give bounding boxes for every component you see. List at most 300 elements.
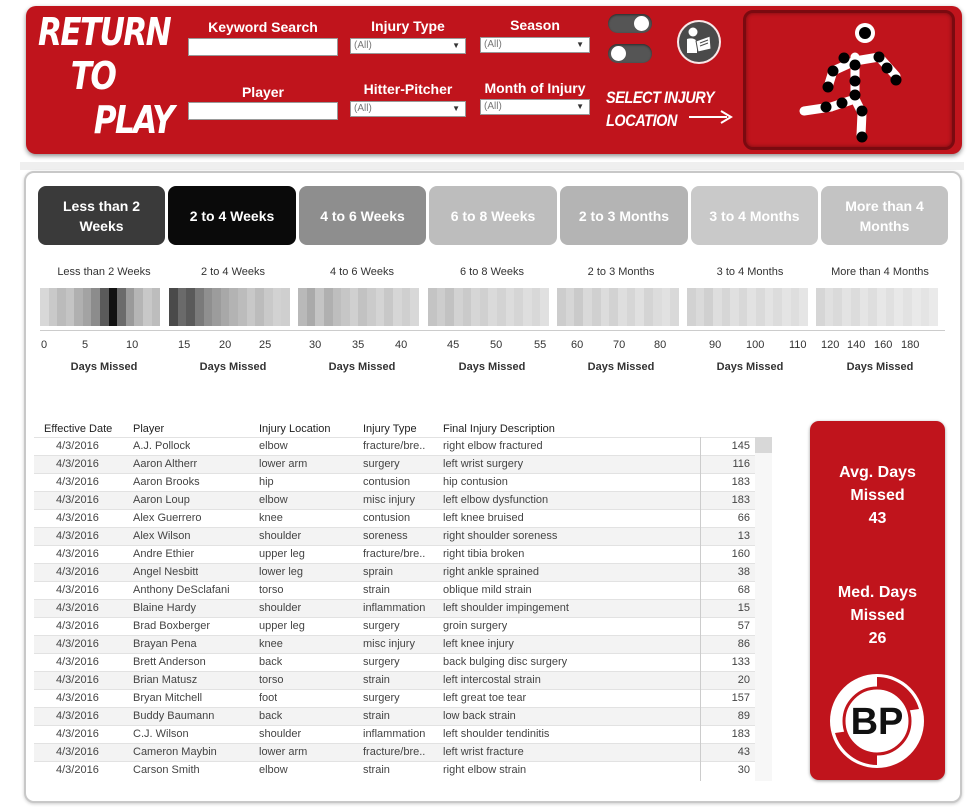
table-row[interactable] [34, 635, 772, 653]
tick-label: 90 [709, 339, 722, 351]
heat-cell[interactable] [49, 288, 58, 326]
axis-title: Days Missed [328, 361, 396, 373]
heat-cell[interactable] [402, 288, 411, 326]
month-of-injury-label: Month of Injury [484, 80, 586, 96]
dropdown-arrow-icon: ▼ [576, 40, 584, 49]
heat-cell[interactable] [747, 288, 756, 326]
cell-description: left wrist fracture [443, 746, 524, 758]
heat-cell[interactable] [497, 288, 506, 326]
heat-cell[interactable] [877, 288, 886, 326]
cell-description: right elbow strain [443, 764, 527, 776]
player-input[interactable] [188, 102, 338, 120]
cell-player: Blaine Hardy [133, 602, 196, 614]
cell-location: shoulder [259, 602, 302, 614]
logo-line-1: RETURN [38, 10, 171, 54]
heat-cell[interactable] [221, 288, 230, 326]
heat-cell[interactable] [126, 288, 135, 326]
days-missed-heatstrip[interactable] [687, 288, 808, 326]
heat-cell[interactable] [921, 288, 930, 326]
axis-title: Days Missed [199, 361, 267, 373]
cell-days-missed: 183 [731, 494, 750, 506]
cell-days-missed: 66 [737, 512, 750, 524]
select-location-line-1: SELECT INJURY [606, 88, 715, 107]
heat-cell[interactable] [739, 288, 748, 326]
season-value: (All) [484, 39, 502, 50]
heat-cell[interactable] [799, 288, 808, 326]
heat-cell[interactable] [842, 288, 851, 326]
tick-label: 180 [901, 339, 920, 351]
heat-cell[interactable] [557, 288, 566, 326]
days-missed-heatstrip[interactable] [557, 288, 679, 326]
cell-injury-type: surgery [363, 656, 400, 668]
select-injury-location-text [606, 86, 714, 132]
table-row[interactable] [34, 545, 772, 563]
tab-6-to-8-weeks[interactable] [429, 186, 557, 245]
column-header-injury-type[interactable]: Injury Type [363, 423, 417, 435]
days-missed-heatstrip[interactable] [816, 288, 938, 326]
heat-cell[interactable] [532, 288, 541, 326]
bp-logo [827, 671, 927, 771]
heat-cell[interactable] [514, 288, 523, 326]
heat-cell[interactable] [273, 288, 282, 326]
heat-cell[interactable] [791, 288, 800, 326]
cell-days-missed: 145 [731, 440, 750, 452]
table-row[interactable] [34, 473, 772, 491]
days-missed-heatstrip[interactable] [169, 288, 290, 326]
heat-cell[interactable] [83, 288, 92, 326]
cell-player: Aaron Brooks [133, 476, 200, 488]
tick-label: 50 [490, 339, 503, 351]
heat-cell[interactable] [670, 288, 679, 326]
heat-cell[interactable] [350, 288, 359, 326]
tick-label: 100 [746, 339, 765, 351]
injury-type-label: Injury Type [371, 18, 445, 34]
toggle-knob [634, 16, 649, 31]
cell-description: hip contusion [443, 476, 508, 488]
table-row[interactable] [34, 455, 772, 473]
tick-label: 25 [259, 339, 272, 351]
cell-days-missed: 43 [737, 746, 750, 758]
cell-player: Anthony DeSclafani [133, 584, 230, 596]
cell-player: Cameron Maybin [133, 746, 217, 758]
heat-cell[interactable] [204, 288, 213, 326]
cell-description: left shoulder tendinitis [443, 728, 550, 740]
heat-cell[interactable] [428, 288, 437, 326]
days-missed-heatstrip[interactable] [428, 288, 549, 326]
heat-cell[interactable] [635, 288, 644, 326]
cell-injury-type: inflammation [363, 728, 426, 740]
tick-label: 45 [447, 339, 460, 351]
injury-type-value: (All) [354, 40, 372, 51]
heat-cell[interactable] [488, 288, 497, 326]
cell-date: 4/3/2016 [56, 620, 99, 632]
cell-date: 4/3/2016 [56, 746, 99, 758]
cell-location: foot [259, 692, 278, 704]
cell-player: Brayan Pena [133, 638, 197, 650]
cell-location: lower arm [259, 746, 308, 758]
cell-location: torso [259, 674, 284, 686]
heat-cell[interactable] [833, 288, 842, 326]
heat-cell[interactable] [376, 288, 385, 326]
cell-player: Brian Matusz [133, 674, 198, 686]
cell-date: 4/3/2016 [56, 440, 99, 452]
cell-description: oblique mild strain [443, 584, 532, 596]
cell-injury-type: misc injury [363, 638, 415, 650]
heat-cell[interactable] [341, 288, 350, 326]
heat-cell[interactable] [868, 288, 877, 326]
tab-3-to-4-months[interactable] [691, 186, 818, 245]
cell-location: elbow [259, 440, 288, 452]
heat-cell[interactable] [178, 288, 187, 326]
axis-title: Days Missed [716, 361, 784, 373]
heat-cell[interactable] [912, 288, 921, 326]
tab-label: 4 to 6 Weeks [320, 207, 405, 224]
column-divider [700, 437, 701, 781]
tab-less-than-2-weeks[interactable] [38, 186, 165, 245]
cell-date: 4/3/2016 [56, 728, 99, 740]
tick-label: 70 [613, 339, 626, 351]
table-row[interactable] [34, 527, 772, 545]
heat-cell[interactable] [860, 288, 869, 326]
tick-label: 20 [219, 339, 232, 351]
cell-injury-type: strain [363, 710, 390, 722]
heat-cell[interactable] [212, 288, 221, 326]
heat-cell[interactable] [609, 288, 618, 326]
cell-injury-type: strain [363, 674, 390, 686]
heat-cell[interactable] [851, 288, 860, 326]
cell-days-missed: 157 [731, 692, 750, 704]
cell-location: shoulder [259, 530, 302, 542]
heat-cell[interactable] [886, 288, 895, 326]
heat-cell[interactable] [523, 288, 532, 326]
heat-cell[interactable] [324, 288, 333, 326]
toggle-knob [611, 46, 626, 61]
axis-title: Days Missed [458, 361, 526, 373]
heat-cell[interactable] [730, 288, 739, 326]
heat-cell[interactable] [100, 288, 109, 326]
tick-label: 160 [874, 339, 893, 351]
cell-date: 4/3/2016 [56, 638, 99, 650]
season-select[interactable] [480, 37, 590, 53]
keyword-search-input[interactable] [188, 38, 338, 56]
cell-days-missed: 86 [737, 638, 750, 650]
tick-label: 35 [352, 339, 365, 351]
heat-cell[interactable] [229, 288, 238, 326]
heat-cell[interactable] [471, 288, 480, 326]
heat-cell[interactable] [592, 288, 601, 326]
cell-location: elbow [259, 764, 288, 776]
cell-player: Angel Nesbitt [133, 566, 199, 578]
tab-label: More than 4 Months [845, 197, 924, 234]
column-header-description[interactable]: Final Injury Description [443, 423, 555, 435]
cell-description: left shoulder impingement [443, 602, 569, 614]
heat-cell[interactable] [169, 288, 178, 326]
cell-days-missed: 183 [731, 728, 750, 740]
cell-description: right tibia broken [443, 548, 525, 560]
band-label: Less than 2 Weeks [57, 266, 151, 278]
heat-cell[interactable] [410, 288, 419, 326]
cell-date: 4/3/2016 [56, 512, 99, 524]
cell-days-missed: 68 [737, 584, 750, 596]
tick-label: 140 [847, 339, 866, 351]
column-header-player[interactable]: Player [133, 423, 165, 435]
cell-injury-type: fracture/bre.. [363, 440, 426, 452]
heat-cell[interactable] [540, 288, 549, 326]
cell-description: left knee injury [443, 638, 514, 650]
cell-injury-type: strain [363, 764, 390, 776]
runner-figure-icon [746, 13, 958, 153]
heat-cell[interactable] [756, 288, 765, 326]
heat-cell[interactable] [57, 288, 66, 326]
axis-title: Days Missed [587, 361, 655, 373]
table-row[interactable] [34, 743, 772, 761]
table-row[interactable] [34, 653, 772, 671]
cell-days-missed: 20 [737, 674, 750, 686]
heat-cell[interactable] [393, 288, 402, 326]
heat-cell[interactable] [662, 288, 671, 326]
heat-cell[interactable] [143, 288, 152, 326]
injury-type-select[interactable] [350, 38, 466, 54]
tab-label: 2 to 4 Weeks [189, 207, 275, 224]
heat-cell[interactable] [238, 288, 247, 326]
bp-logo-text: BP [850, 701, 904, 743]
heat-cell[interactable] [480, 288, 489, 326]
table-row[interactable] [34, 599, 772, 617]
heat-cell[interactable] [903, 288, 912, 326]
table-row[interactable] [34, 761, 772, 779]
cell-description: right ankle sprained [443, 566, 540, 578]
tab-label: 2 to 3 Months [578, 207, 670, 224]
table-scrollbar[interactable] [755, 437, 772, 781]
cell-location: hip [259, 476, 274, 488]
hitter-pitcher-value: (All) [354, 103, 372, 114]
heat-cell[interactable] [315, 288, 324, 326]
table-row[interactable] [34, 707, 772, 725]
cell-days-missed: 13 [737, 530, 750, 542]
cell-date: 4/3/2016 [56, 710, 99, 722]
axis-title: Days Missed [846, 361, 914, 373]
cell-days-missed: 133 [731, 656, 750, 668]
cell-date: 4/3/2016 [56, 692, 99, 704]
scrollbar-thumb[interactable] [755, 437, 772, 453]
heat-cell[interactable] [929, 288, 938, 326]
dropdown-arrow-icon: ▼ [452, 41, 460, 50]
heat-cell[interactable] [506, 288, 515, 326]
cell-location: lower leg [259, 566, 304, 578]
heat-cell[interactable] [74, 288, 83, 326]
heat-cell[interactable] [782, 288, 791, 326]
cell-player: Aaron Altherr [133, 458, 198, 470]
cell-player: Alex Wilson [133, 530, 191, 542]
tab-more-than-4-months[interactable] [821, 186, 948, 245]
cell-description: left wrist surgery [443, 458, 524, 470]
column-header-location[interactable]: Injury Location [259, 423, 331, 435]
hitter-pitcher-select[interactable] [350, 101, 466, 117]
avg-value: 43 [868, 510, 887, 527]
heat-cell[interactable] [437, 288, 446, 326]
cell-location: knee [259, 638, 283, 650]
tick-label: 55 [534, 339, 547, 351]
heat-cell[interactable] [627, 288, 636, 326]
cell-days-missed: 160 [731, 548, 750, 560]
heat-cell[interactable] [713, 288, 722, 326]
cell-injury-type: surgery [363, 620, 400, 632]
injury-location-selector[interactable] [743, 10, 955, 150]
avg-line-2: Missed [850, 487, 905, 504]
heat-cell[interactable] [152, 288, 161, 326]
band-label: 6 to 8 Weeks [460, 266, 524, 278]
tick-label: 30 [309, 339, 322, 351]
cell-description: left great toe tear [443, 692, 527, 704]
cell-location: elbow [259, 494, 288, 506]
heat-cell[interactable] [298, 288, 307, 326]
cell-days-missed: 38 [737, 566, 750, 578]
cell-player: Brett Anderson [133, 656, 206, 668]
avg-days-missed [810, 461, 945, 530]
cell-injury-type: surgery [363, 458, 400, 470]
heat-cell[interactable] [384, 288, 393, 326]
heat-cell[interactable] [264, 288, 273, 326]
table-row[interactable] [34, 563, 772, 581]
cell-description: low back strain [443, 710, 516, 722]
med-line-1: Med. Days [837, 584, 918, 601]
heat-cell[interactable] [195, 288, 204, 326]
tab-label: Less than 2 Weeks [62, 197, 141, 234]
cell-description: right shoulder soreness [443, 530, 558, 542]
cell-player: A.J. Pollock [133, 440, 191, 452]
panel-divider [20, 162, 964, 170]
table-row[interactable] [34, 491, 772, 509]
heat-cell[interactable] [653, 288, 662, 326]
cell-days-missed: 89 [737, 710, 750, 722]
toggle-switch-1[interactable] [608, 14, 652, 33]
reading-person-icon[interactable] [676, 19, 722, 65]
heat-cell[interactable] [307, 288, 316, 326]
heat-cell[interactable] [186, 288, 195, 326]
cell-days-missed: 183 [731, 476, 750, 488]
table-row[interactable] [34, 581, 772, 599]
heat-cell[interactable] [825, 288, 834, 326]
table-row[interactable] [34, 671, 772, 689]
heat-cell[interactable] [765, 288, 774, 326]
heat-cell[interactable] [367, 288, 376, 326]
cell-date: 4/3/2016 [56, 566, 99, 578]
month-of-injury-select[interactable] [480, 99, 590, 115]
days-missed-heatstrip[interactable] [40, 288, 160, 326]
cell-location: back [259, 656, 283, 668]
toggle-switch-2[interactable] [608, 44, 652, 63]
table-row[interactable] [34, 689, 772, 707]
heat-cell[interactable] [566, 288, 575, 326]
cell-description: left intercostal strain [443, 674, 541, 686]
cell-player: Brad Boxberger [133, 620, 211, 632]
heat-cell[interactable] [773, 288, 782, 326]
cell-injury-type: fracture/bre.. [363, 746, 426, 758]
heat-cell[interactable] [574, 288, 583, 326]
table-row[interactable] [34, 725, 772, 743]
tab-label: 3 to 4 Months [709, 207, 800, 224]
heat-cell[interactable] [894, 288, 903, 326]
heat-cell[interactable] [40, 288, 49, 326]
med-line-2: Missed [850, 607, 905, 624]
heat-cell[interactable] [445, 288, 454, 326]
heat-cell[interactable] [696, 288, 705, 326]
cell-injury-type: soreness [363, 530, 408, 542]
cell-location: upper leg [259, 548, 305, 560]
band-label: 2 to 3 Months [587, 266, 655, 278]
cell-date: 4/3/2016 [56, 674, 99, 686]
cell-injury-type: strain [363, 584, 390, 596]
cell-date: 4/3/2016 [56, 530, 99, 542]
table-row[interactable] [34, 437, 772, 455]
heat-cell[interactable] [358, 288, 367, 326]
keyword-search-label: Keyword Search [208, 19, 318, 35]
cell-injury-type: contusion [363, 476, 411, 488]
cell-injury-type: surgery [363, 692, 400, 704]
tab-2-to-4-weeks[interactable] [168, 186, 296, 245]
dropdown-arrow-icon: ▼ [576, 102, 584, 111]
heat-cell[interactable] [281, 288, 290, 326]
cell-player: Buddy Baumann [133, 710, 215, 722]
tick-label: 110 [789, 339, 807, 351]
cell-location: torso [259, 584, 284, 596]
logo-line-3: PLAY [93, 98, 174, 142]
table-row[interactable] [34, 509, 772, 527]
tick-label: 40 [395, 339, 408, 351]
heat-cell[interactable] [66, 288, 75, 326]
heat-cell[interactable] [255, 288, 264, 326]
heat-cell[interactable] [134, 288, 143, 326]
heat-cell[interactable] [644, 288, 653, 326]
filter-header [26, 6, 962, 154]
heat-cell[interactable] [687, 288, 696, 326]
cell-days-missed: 30 [737, 764, 750, 776]
tab-4-to-6-weeks[interactable] [299, 186, 426, 245]
axis-line [40, 330, 945, 331]
heat-cell[interactable] [704, 288, 713, 326]
heat-cell[interactable] [583, 288, 592, 326]
heat-cell[interactable] [816, 288, 825, 326]
cell-days-missed: 116 [732, 458, 750, 470]
heat-cell[interactable] [91, 288, 100, 326]
select-location-line-2: LOCATION [606, 111, 677, 130]
cell-description: left elbow dysfunction [443, 494, 549, 506]
heat-cell[interactable] [247, 288, 256, 326]
heat-cell[interactable] [333, 288, 342, 326]
table-row[interactable] [34, 617, 772, 635]
cell-date: 4/3/2016 [56, 764, 99, 776]
heat-cell[interactable] [601, 288, 610, 326]
month-of-injury-value: (All) [484, 101, 502, 112]
tick-label: 80 [654, 339, 667, 351]
cell-date: 4/3/2016 [56, 656, 99, 668]
avg-line-1: Avg. Days [839, 464, 916, 481]
days-missed-heatstrip[interactable] [298, 288, 419, 326]
heat-cell[interactable] [109, 288, 118, 326]
cell-date: 4/3/2016 [56, 494, 99, 506]
column-header-date[interactable]: Effective Date [44, 423, 113, 435]
heat-cell[interactable] [454, 288, 463, 326]
heat-cell[interactable] [722, 288, 731, 326]
cell-injury-type: fracture/bre.. [363, 548, 426, 560]
heat-cell[interactable] [618, 288, 627, 326]
heat-cell[interactable] [117, 288, 126, 326]
heat-cell[interactable] [463, 288, 472, 326]
cell-location: upper leg [259, 620, 305, 632]
cell-player: Carson Smith [133, 764, 200, 776]
tab-2-to-3-months[interactable] [560, 186, 688, 245]
band-label: 3 to 4 Months [716, 266, 784, 278]
